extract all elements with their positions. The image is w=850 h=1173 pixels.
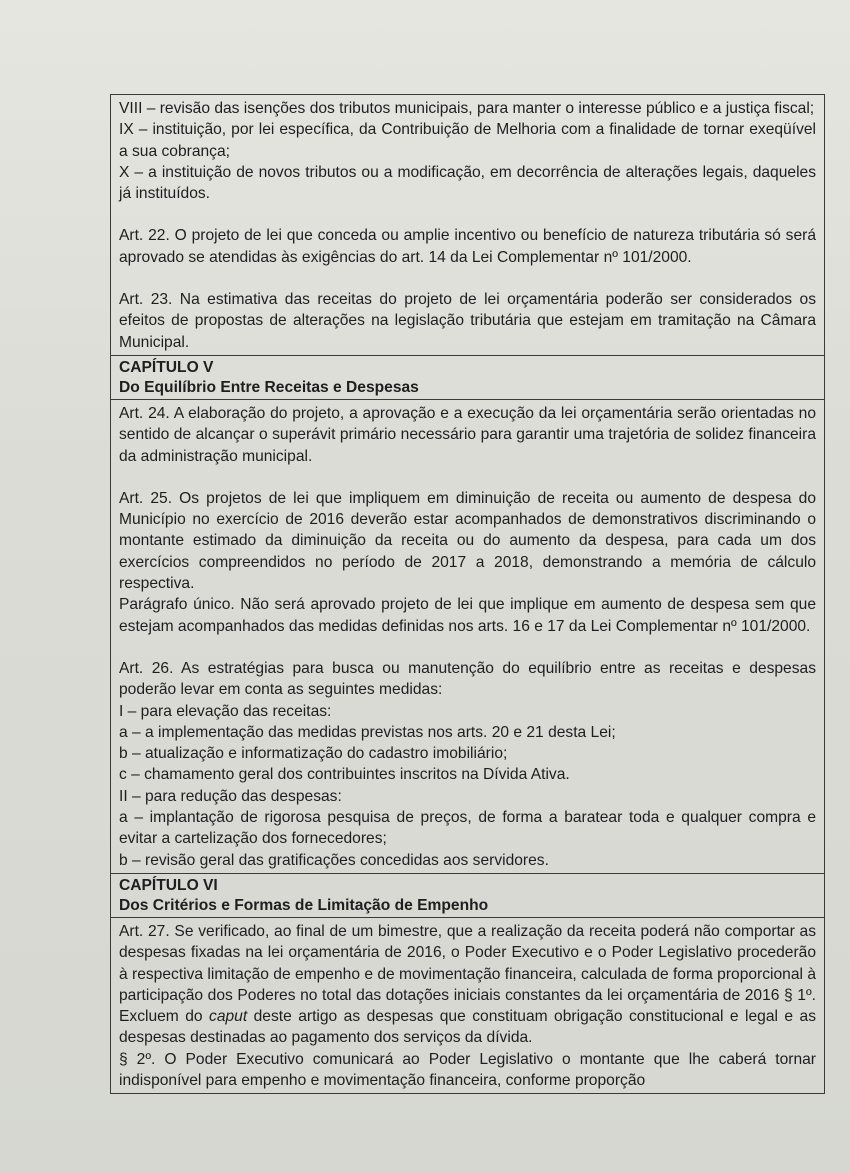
item-x: X – a instituição de novos tributos ou a modificação, em decorrência de alterações legais, daqueles já instituídos. xyxy=(119,163,816,203)
article-26-item: c – chamamento geral dos contribuintes inscritos na Dívida Ativa. xyxy=(119,766,570,784)
chapter-v-heading xyxy=(111,355,824,399)
chapter-vi-number: CAPÍTULO VI xyxy=(119,876,218,894)
article-27-paragraph-2: § 2º. O Poder Executivo comunicará ao Poder Legislativo o montante que lhe caberá tornar indisponível para empenho e movimentação financeira, conforme proporção xyxy=(119,1050,816,1089)
article-25-paragraph: Parágrafo único. Não será aprovado projeto de lei que implique em aumento de despesa sem que estejam acompanhados das medidas definidas nos arts. 16 e 17 da Lei Complementar nº 101/2000. xyxy=(119,596,816,635)
spacer xyxy=(119,204,816,225)
article-23: Art. 23. Na estimativa das receitas do projeto de lei orçamentária poderão ser considerados os efeitos de propostas de alterações na legislação tributária que estejam em tramitação na Câmara Municipal. xyxy=(119,291,816,351)
spacer xyxy=(119,467,816,488)
article-26-item: b – atualização e informatização do cadastro imobiliário; xyxy=(119,745,508,763)
chapter-vi-title: Dos Critérios e Formas de Limitação de Empenho xyxy=(119,896,489,914)
text-block-equilibrium xyxy=(111,399,824,873)
chapter-vi-heading xyxy=(111,873,824,917)
article-22: Art. 22. O projeto de lei que conceda ou amplie incentivo ou benefício de natureza tributária só será aprovado se atendidas às exigências do art. 14 da Lei Complementar nº 101/2000. xyxy=(119,227,816,266)
article-24: Art. 24. A elaboração do projeto, a aprovação e a execução da lei orçamentária serão orientadas no sentido de alcançar o superávit primário necessário para garantir uma trajetória de solidez financeira da administração municipal. xyxy=(119,404,816,465)
article-26-item: b – revisão geral das gratificações concedidas aos servidores. xyxy=(119,851,549,869)
caput-term: caput xyxy=(209,1008,248,1026)
article-25: Art. 25. Os projetos de lei que impliquem em diminuição de receita ou aumento de despesa do Município no exercício de 2016 deverão estar acompanhados de demonstrativos discriminando o montante estimado da diminuição da receita ou do aumento da despesa, para cada um dos exercícios compreendidos no período de 2017 a 2018, demonstrando a memória de cálculo respectiva. xyxy=(119,489,816,593)
item-viii: VIII – revisão das isenções dos tributos municipais, para manter o interesse público e a justiça fiscal; xyxy=(119,100,815,117)
article-26-item: I – para elevação das receitas: xyxy=(119,702,332,720)
law-text-table xyxy=(110,94,825,1094)
spacer xyxy=(119,268,816,289)
article-27-text-b: deste artigo as despesas que constituam obrigação constitucional e legal e as despesas destinadas ao pagamento dos serviços da dívida. xyxy=(119,1008,816,1047)
chapter-v-title: Do Equilíbrio Entre Receitas e Despesas xyxy=(119,378,419,396)
article-26-item: a – implantação de rigorosa pesquisa de preços, de forma a baratear toda e qualquer compra e evitar a cartelização dos fornecedores; xyxy=(119,809,816,848)
article-26: Art. 26. As estratégias para busca ou manutenção do equilíbrio entre as receitas e despesas poderão levar em conta as seguintes medidas: xyxy=(119,659,816,699)
text-block-limitation xyxy=(111,917,824,1093)
item-ix: IX – instituição, por lei específica, da Contribuição de Melhoria com a finalidade de tornar exeqüível a sua cobrança; xyxy=(119,121,816,160)
article-27 xyxy=(119,921,816,1049)
spacer xyxy=(119,637,816,658)
chapter-v-number: CAPÍTULO V xyxy=(119,358,214,376)
article-27-text-a: Art. 27. Se verificado, ao final de um bimestre, que a realização da receita poderá não comportar as despesas fixadas na lei orçamentária de 2016, o Poder Executivo e o Poder Legislativo procederão à respectiva limitação de empenho e de movimentação financeira, calculada de forma proporcional à participação dos Poderes no total das dotações iniciais constantes da lei orçamentária de 2016 § 1º. Excluem do xyxy=(119,922,816,1026)
article-26-item: II – para redução das despesas: xyxy=(119,787,342,805)
text-block-taxes xyxy=(111,95,824,355)
article-26-item: a – a implementação das medidas previstas nos arts. 20 e 21 desta Lei; xyxy=(119,723,616,741)
